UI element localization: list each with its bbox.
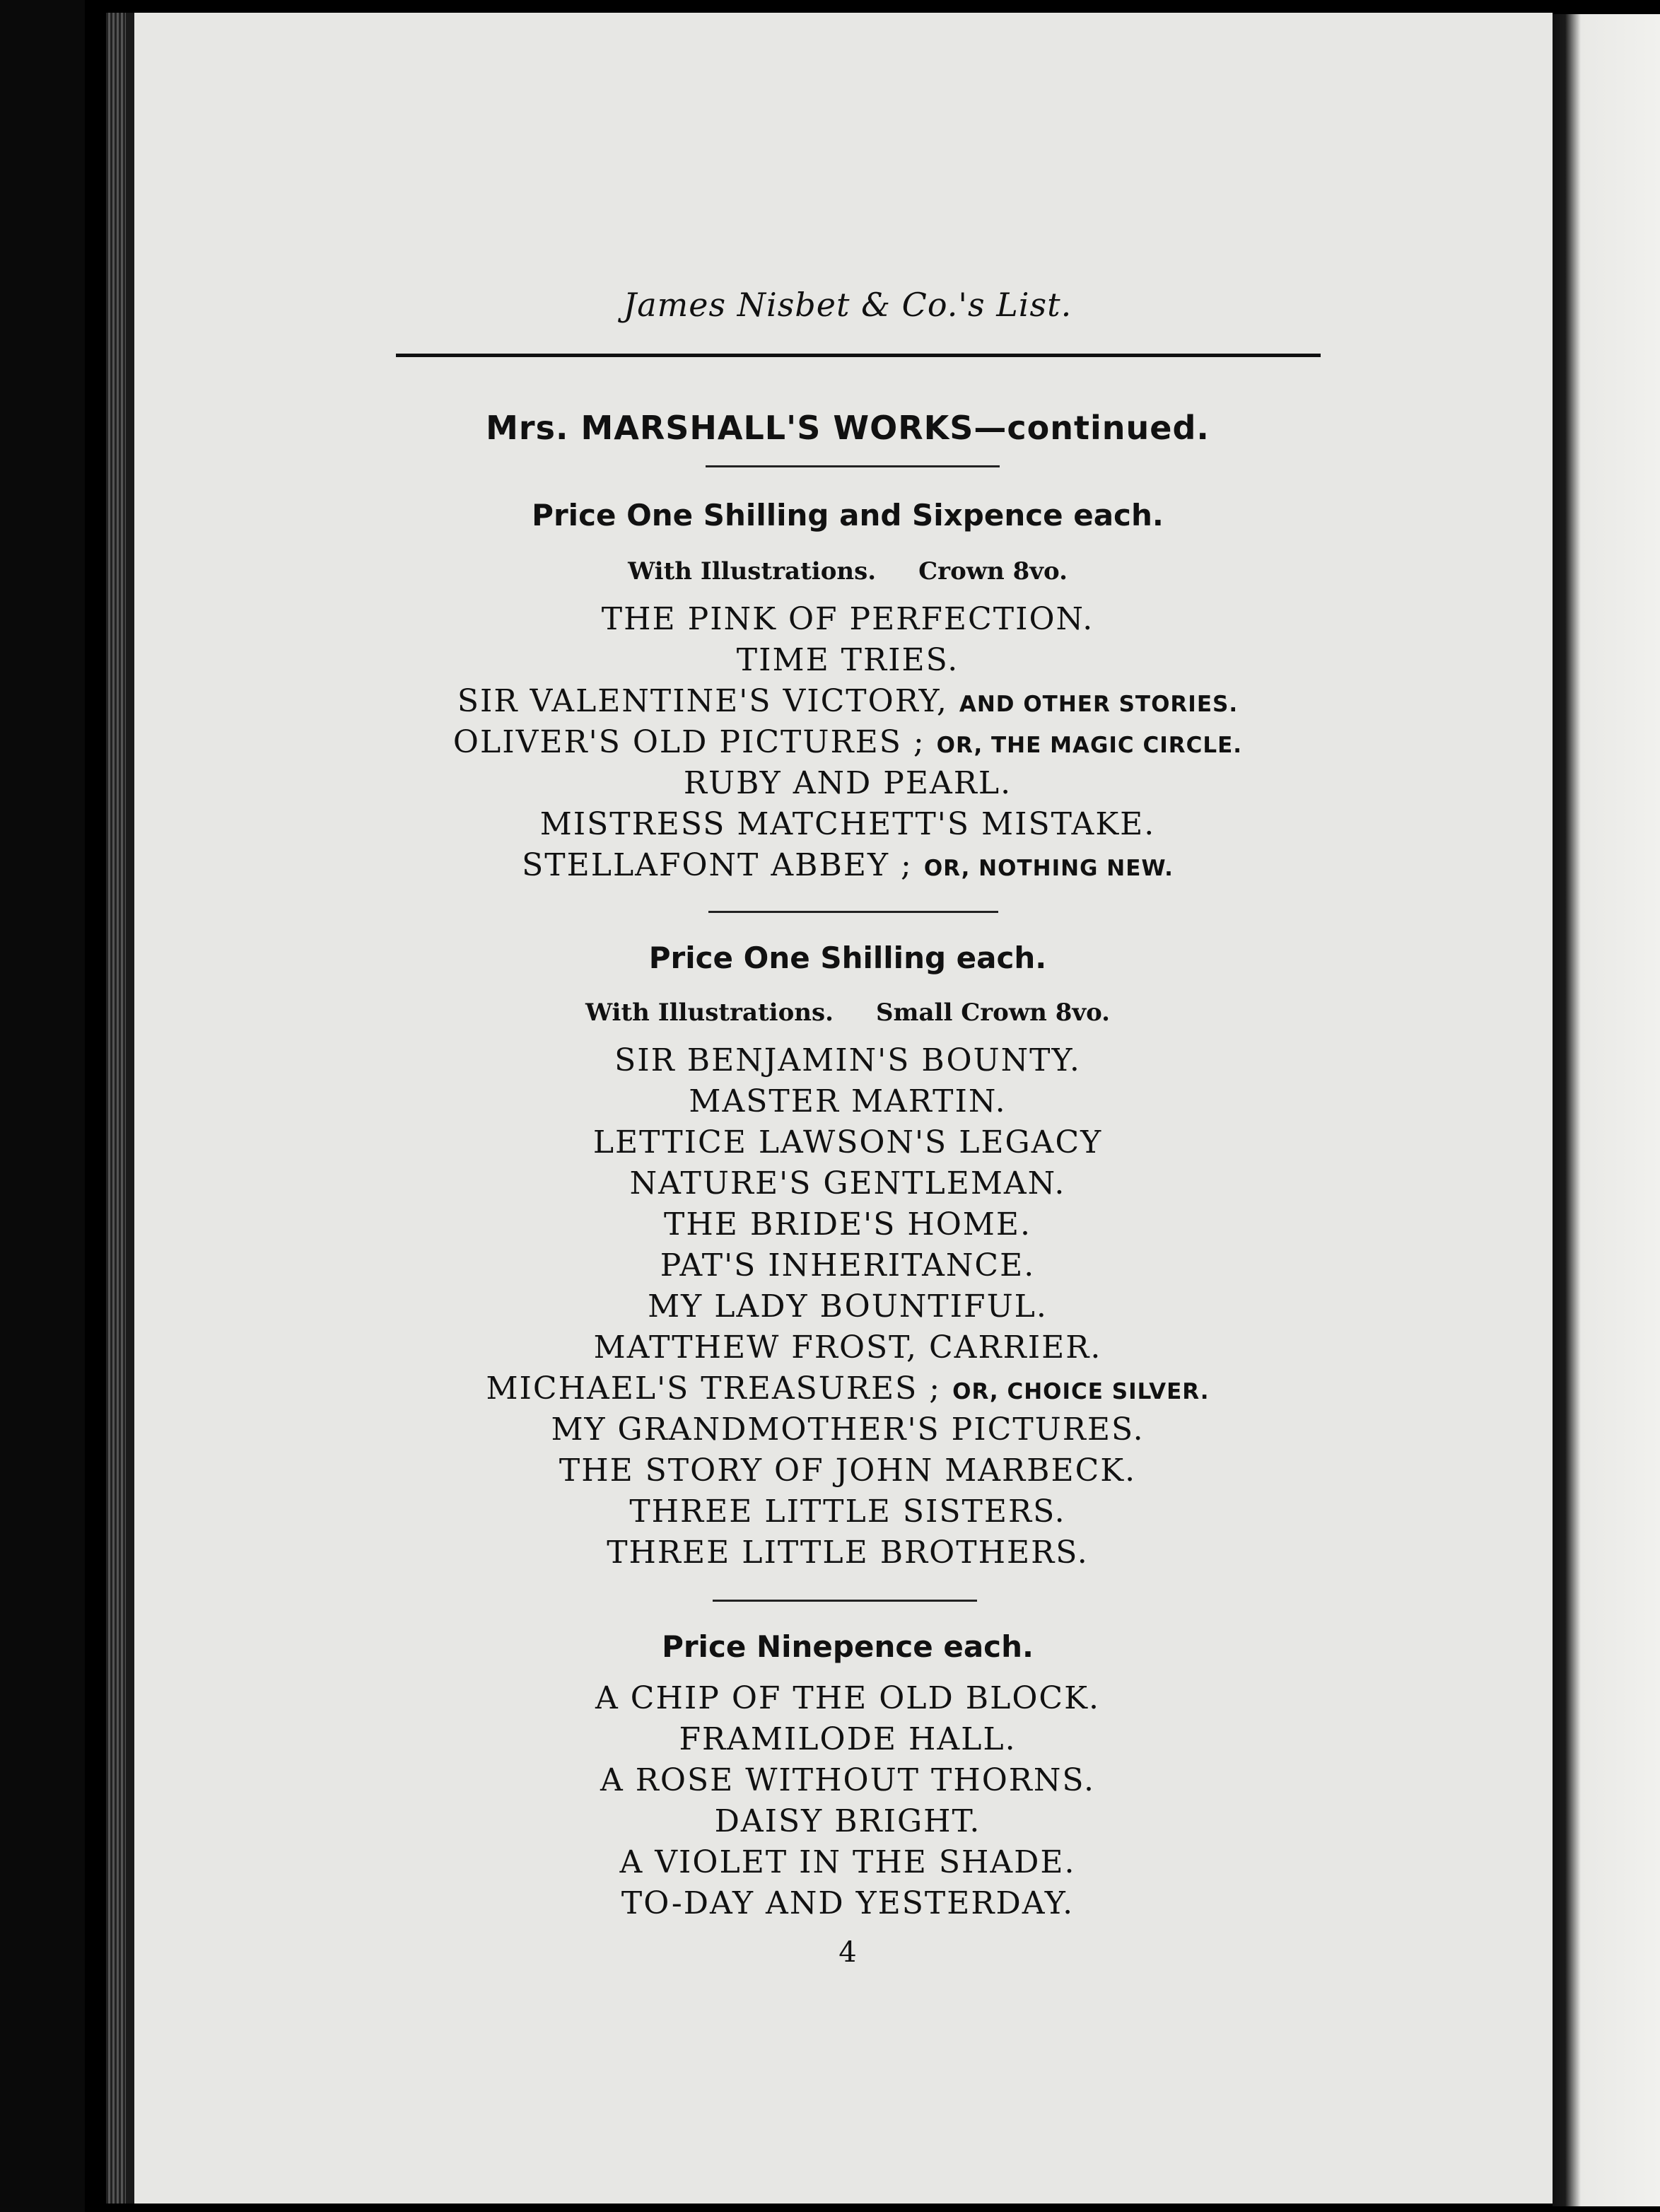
title-main: FRAMILODE HALL.: [679, 1721, 1017, 1757]
section-divider: [708, 911, 998, 913]
title-main: THE PINK OF PERFECTION.: [601, 601, 1094, 637]
title-subtitle: OR, THE MAGIC CIRCLE.: [936, 733, 1243, 758]
title-main: A VIOLET IN THE SHADE.: [619, 1844, 1076, 1880]
title-entry: [134, 806, 1561, 842]
title-entry: [134, 1494, 1561, 1530]
title-main: THREE LITTLE SISTERS.: [629, 1494, 1066, 1530]
title-entry: [134, 1885, 1561, 1921]
page-number: 4: [838, 1936, 857, 1969]
format-line-group-2: [134, 999, 1561, 1027]
title-main: OLIVER'S OLD PICTURES ;: [452, 724, 925, 760]
title-entry: [134, 683, 1561, 719]
title-entry: [134, 1680, 1561, 1716]
title-entry: [134, 1803, 1561, 1839]
title-main: STELLAFONT ABBEY ;: [522, 847, 913, 883]
title-entry: [134, 765, 1561, 801]
title-main: SIR VALENTINE'S VICTORY,: [457, 683, 948, 719]
title-main: THE BRIDE'S HOME.: [664, 1206, 1031, 1242]
title-entry: [134, 724, 1561, 760]
running-head: James Nisbet & Co.'s List.: [623, 286, 1072, 324]
title-entry: [134, 1762, 1561, 1798]
title-main: MASTER MARTIN.: [689, 1083, 1007, 1119]
adjacent-page-edge: [1553, 14, 1660, 2206]
title-entry: [134, 642, 1561, 678]
scan-dark-margin: [0, 0, 85, 2212]
price-heading-group-1: Price One Shilling and Sixpence each.: [532, 498, 1164, 532]
title-entry: [134, 1411, 1561, 1448]
title-entry: [134, 1042, 1561, 1078]
title-entry: [134, 1206, 1561, 1242]
format-line-group-1: [134, 557, 1561, 586]
title-main: MY GRANDMOTHER'S PICTURES.: [551, 1411, 1145, 1448]
title-entry: [134, 601, 1561, 637]
format-right: Crown 8vo.: [918, 557, 1068, 586]
title-subtitle: OR, CHOICE SILVER.: [952, 1379, 1210, 1404]
title-entry: [134, 1247, 1561, 1283]
title-main: DAISY BRIGHT.: [714, 1803, 981, 1839]
title-main: THREE LITTLE BROTHERS.: [607, 1535, 1089, 1571]
title-entry: [134, 1329, 1561, 1366]
title-main: A ROSE WITHOUT THORNS.: [600, 1762, 1095, 1798]
title-main: A CHIP OF THE OLD BLOCK.: [595, 1680, 1100, 1716]
title-main: LETTICE LAWSON'S LEGACY: [592, 1124, 1103, 1160]
page-content: [134, 13, 1561, 2204]
title-main: NATURE'S GENTLEMAN.: [629, 1165, 1066, 1201]
title-main: MATTHEW FROST, CARRIER.: [593, 1329, 1102, 1366]
section-heading: Mrs. MARSHALL'S WORKS—continued.: [486, 409, 1210, 447]
book-page: [126, 13, 1553, 2204]
price-heading-group-2: Price One Shilling each.: [648, 941, 1047, 975]
section-divider: [706, 465, 1000, 467]
title-entry: [134, 1288, 1561, 1325]
title-entry: [134, 1370, 1561, 1407]
price-heading-group-3: Price Ninepence each.: [662, 1629, 1034, 1664]
title-main: SIR BENJAMIN'S BOUNTY.: [614, 1042, 1081, 1078]
title-entry: [134, 1844, 1561, 1880]
title-subtitle: OR, NOTHING NEW.: [923, 856, 1174, 881]
format-left: With Illustrations.: [585, 999, 834, 1027]
section-divider: [713, 1600, 977, 1602]
title-entry: [134, 1165, 1561, 1201]
format-right: Small Crown 8vo.: [875, 999, 1111, 1027]
format-left: With Illustrations.: [628, 557, 877, 586]
title-entry: [134, 1721, 1561, 1757]
title-entry: [134, 1453, 1561, 1489]
title-main: MICHAEL'S TREASURES ;: [486, 1370, 942, 1407]
title-main: PAT'S INHERITANCE.: [660, 1247, 1036, 1283]
title-main: TIME TRIES.: [736, 642, 959, 678]
title-main: MY LADY BOUNTIFUL.: [648, 1288, 1048, 1325]
title-entry: [134, 1535, 1561, 1571]
title-entry: [134, 847, 1561, 883]
title-subtitle: AND OTHER STORIES.: [959, 692, 1239, 717]
title-entry: [134, 1083, 1561, 1119]
title-entry: [134, 1124, 1561, 1160]
title-main: TO-DAY AND YESTERDAY.: [621, 1885, 1075, 1921]
title-main: THE STORY OF JOHN MARBECK.: [559, 1453, 1137, 1489]
header-rule: [396, 354, 1321, 357]
title-main: RUBY AND PEARL.: [683, 765, 1012, 801]
title-main: MISTRESS MATCHETT'S MISTAKE.: [539, 806, 1156, 842]
